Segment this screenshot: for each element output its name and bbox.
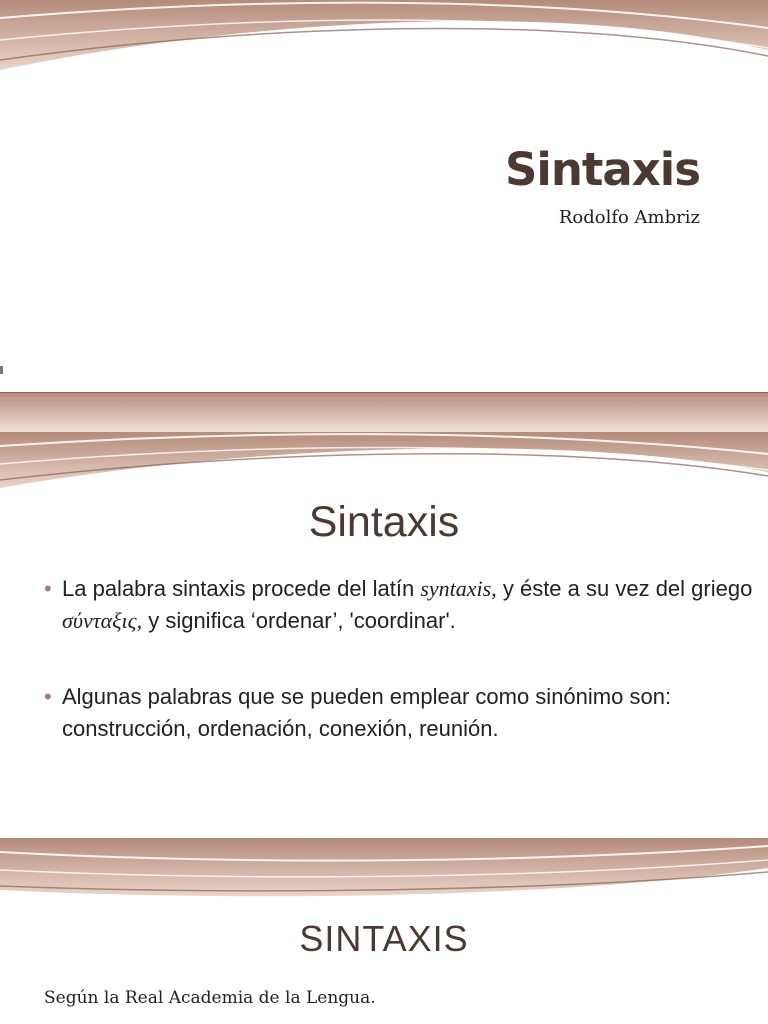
body-text: Según la Real Academia de la Lengua.: [44, 988, 376, 1008]
bullet-item-synonyms: [44, 681, 756, 745]
bullet-icon: •: [44, 576, 52, 601]
decorative-swoosh-header: [0, 0, 768, 80]
greek-term: σύνταξις,: [62, 608, 143, 633]
bullet-list: [44, 573, 756, 789]
bullet-icon: •: [44, 684, 52, 709]
slide-title: Sintaxis: [505, 143, 700, 196]
latin-term: syntaxis,: [420, 576, 497, 601]
bullet-text: y éste a su vez del griego: [496, 576, 753, 601]
bullet-item-etymology: [44, 573, 756, 637]
rae-slide: [0, 838, 768, 1024]
slide-separator-band: [0, 392, 768, 432]
author-subtitle: Rodolfo Ambriz: [558, 207, 700, 228]
title-slide: [0, 0, 768, 392]
bullet-text: y significa ‘ordenar’, 'coordinar'.: [142, 608, 456, 633]
decorative-swoosh-header: [0, 838, 768, 908]
decorative-swoosh-header: [0, 432, 768, 492]
definition-slide: [0, 432, 768, 832]
slide-edge-marker: [0, 366, 3, 374]
bullet-text: La palabra sintaxis procede del latín: [62, 576, 421, 601]
bullet-text: Algunas palabras que se pueden emplear como sinónimo son: construcción, ordenación, conexión, reunión.: [62, 684, 672, 741]
slide-heading: Sintaxis: [308, 498, 460, 546]
slide-heading: SINTAXIS: [299, 918, 469, 959]
